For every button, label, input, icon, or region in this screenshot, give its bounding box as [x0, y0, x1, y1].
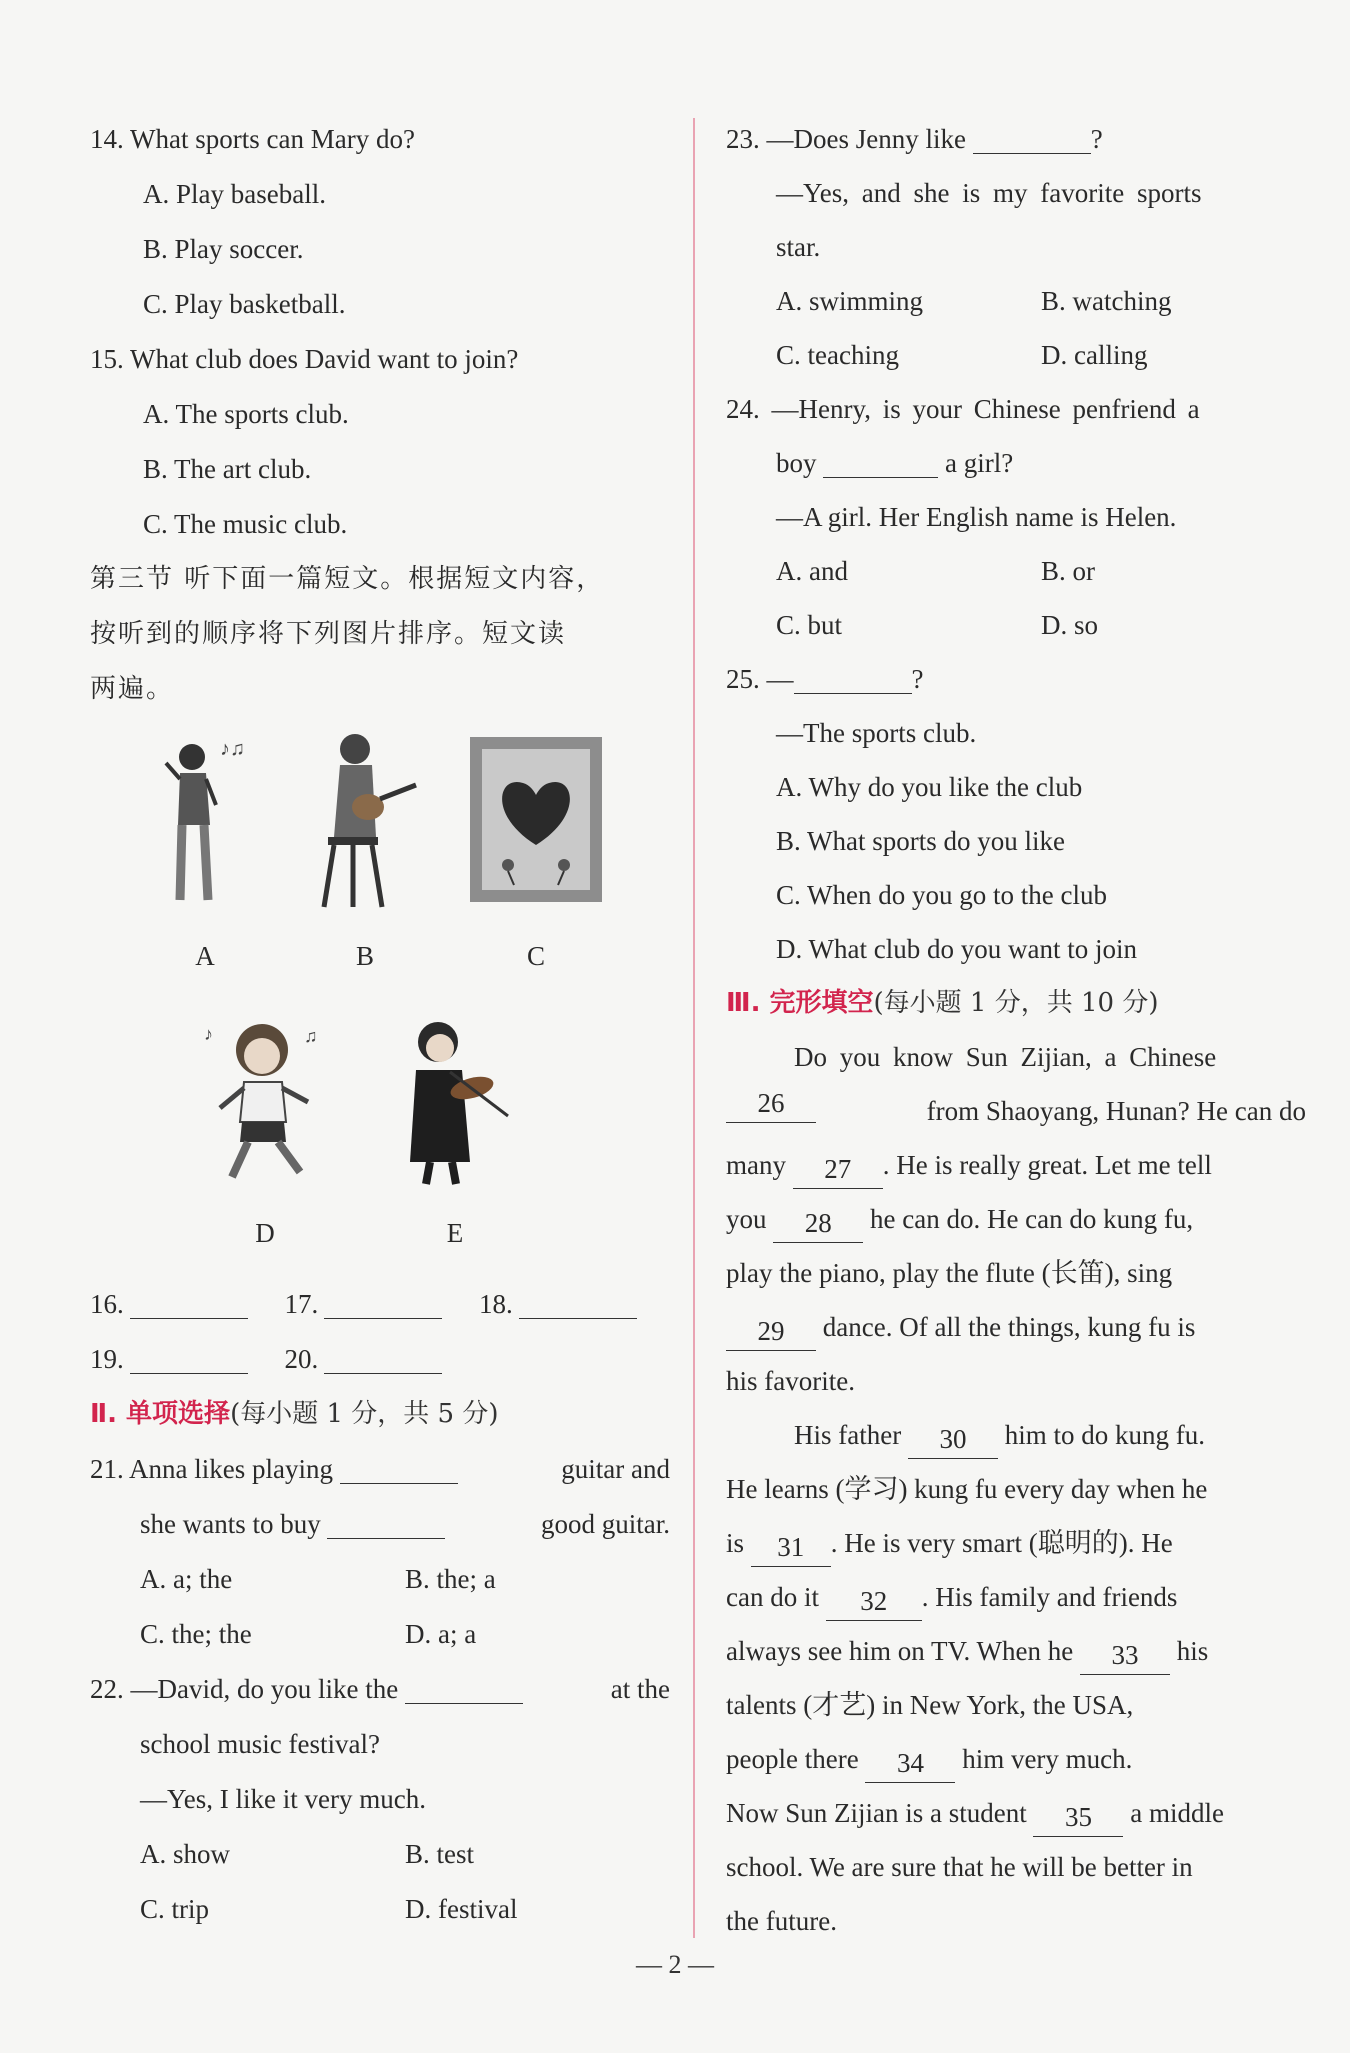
- cloze-line-15-a: Now Sun Zijian is a student: [726, 1798, 1027, 1828]
- q23-blank[interactable]: [973, 121, 1091, 154]
- q24-line3: —A girl. Her English name is Helen.: [776, 502, 1177, 532]
- cloze-line-5: play the piano, play the flute (长笛), sing: [726, 1258, 1173, 1288]
- q25-line2: —The sports club.: [776, 718, 977, 748]
- cloze-line-2-text: from Shaoyang, Hunan? He can do: [926, 1096, 1306, 1126]
- answer-row-1: [90, 1277, 670, 1332]
- q24-option-a: A. and: [776, 556, 848, 586]
- cloze-line-15-b: a middle: [1130, 1798, 1224, 1828]
- cloze-line-12: [726, 1624, 1306, 1678]
- cloze-line-11-b: . His family and friends: [921, 1582, 1178, 1612]
- q22-line3: —Yes, I like it very much.: [140, 1784, 426, 1814]
- picture-d: [200, 1012, 330, 1261]
- answer-17-label: 17.: [284, 1289, 319, 1319]
- q24-blank[interactable]: [823, 445, 938, 478]
- q23-options-row2: [726, 328, 1306, 382]
- picture-b: [310, 727, 420, 984]
- q14-option-b: B. Play soccer.: [143, 234, 304, 264]
- q24-text-a: boy: [776, 448, 817, 478]
- cloze-line-11: [726, 1570, 1306, 1624]
- cloze-line-13: talents (才艺) in New York, the USA,: [726, 1690, 1134, 1720]
- part3-note: (每小题 1 分，共 10 分): [873, 988, 1159, 1018]
- q25-option-b: B. What sports do you like: [776, 826, 1065, 856]
- cloze-line-10-b: . He is very smart (聪明的). He: [830, 1528, 1173, 1558]
- q21-line2: [90, 1497, 670, 1552]
- q23-line2: —Yes, and she is my favorite sports: [776, 178, 1202, 208]
- q23-option-c: C. teaching: [776, 340, 899, 370]
- q25-text-a: 25. —: [726, 664, 794, 694]
- picture-d-label: D: [255, 1218, 275, 1248]
- q23-option-d: D. calling: [1041, 340, 1148, 370]
- q15-stem: 15. What club does David want to join?: [90, 344, 519, 374]
- q21-option-c: C. the; the: [140, 1619, 252, 1649]
- q25-option-a: A. Why do you like the club: [776, 772, 1083, 802]
- column-divider: [693, 118, 695, 1938]
- q15-option-b: B. The art club.: [143, 454, 312, 484]
- q21-text-d: good guitar.: [541, 1509, 670, 1539]
- picture-group: [90, 717, 670, 1277]
- q23-option-a: A. swimming: [776, 286, 924, 316]
- q22-option-d: D. festival: [405, 1894, 518, 1924]
- guitar-player-icon: [310, 727, 420, 910]
- q25-line1: [726, 652, 1306, 706]
- cloze-blank-34[interactable]: 34: [865, 1744, 955, 1783]
- cloze-line-9: He learns (学习) kung fu every day when he: [726, 1474, 1208, 1504]
- part2-title: Ⅱ. 单项选择: [90, 1399, 231, 1429]
- cloze-line-6-text: dance. Of all the things, kung fu is: [822, 1312, 1196, 1342]
- cloze-line-10: [726, 1516, 1306, 1570]
- q24-option-d: D. so: [1041, 610, 1099, 640]
- part2-note: (每小题 1 分，共 5 分): [230, 1399, 499, 1429]
- dancing-boy-icon: [200, 1012, 330, 1187]
- cloze-line-4-b: he can do. He can do kung fu,: [870, 1204, 1194, 1234]
- picture-e: [390, 1012, 520, 1261]
- q23-text-b: ?: [1090, 124, 1103, 154]
- q21-text-b: guitar and: [561, 1454, 670, 1484]
- q15-option-c: C. The music club.: [143, 509, 348, 539]
- answer-20-label: 20.: [284, 1344, 319, 1374]
- answer-18-label: 18.: [479, 1289, 513, 1319]
- cloze-blank-31[interactable]: 31: [751, 1528, 831, 1567]
- picture-c-label: C: [526, 941, 545, 971]
- q14-option-a: A. Play baseball.: [143, 179, 326, 209]
- svg-text:♫: ♫: [304, 1026, 318, 1046]
- q21-text-a: Anna likes playing: [129, 1454, 333, 1484]
- picture-c: [468, 735, 604, 984]
- q22-line1: [90, 1662, 670, 1717]
- cloze-line-10-a: is: [726, 1528, 745, 1558]
- answer-16-blank[interactable]: [130, 1286, 248, 1319]
- cloze-line-8: [726, 1408, 1306, 1462]
- left-column: [90, 112, 670, 1937]
- answer-row-2: [90, 1332, 670, 1387]
- svg-text:♪♫: ♪♫: [220, 738, 245, 760]
- q22-text-b: at the: [610, 1674, 670, 1704]
- q22-line2: school music festival?: [140, 1729, 380, 1759]
- cloze-line-11-a: can do it: [726, 1582, 819, 1612]
- q25-option-c: C. When do you go to the club: [776, 880, 1107, 910]
- cloze-line-14-a: people there: [726, 1744, 859, 1774]
- q24-line2: [726, 436, 1306, 490]
- q24-text-b: a girl?: [945, 448, 1014, 478]
- right-column: [726, 112, 1306, 1948]
- section3-line3: 两遍。: [90, 674, 175, 704]
- cloze-line-2: [726, 1084, 1306, 1138]
- cloze-blank-27[interactable]: 27: [793, 1150, 883, 1189]
- cloze-line-4: [726, 1192, 1306, 1246]
- answer-20-blank[interactable]: [324, 1341, 442, 1374]
- cloze-line-3-b: . He is really great. Let me tell: [882, 1150, 1212, 1180]
- q21-options-row2: [90, 1607, 670, 1662]
- picture-b-label: B: [355, 941, 374, 971]
- answer-16-label: 16.: [90, 1289, 124, 1319]
- q25-text-b: ?: [911, 664, 924, 694]
- cloze-blank-30[interactable]: 30: [908, 1420, 998, 1459]
- cloze-line-15: [726, 1786, 1306, 1840]
- q22-text-a: —David, do you like the: [130, 1674, 399, 1704]
- q23-text-a: 23. —Does Jenny like: [726, 124, 966, 154]
- cloze-line-6: [726, 1300, 1306, 1354]
- q21-option-d: D. a; a: [405, 1619, 477, 1649]
- q21-option-b: B. the; a: [405, 1564, 496, 1594]
- q25-option-d: D. What club do you want to join: [776, 934, 1137, 964]
- cloze-blank-33[interactable]: 33: [1080, 1636, 1170, 1675]
- q14-stem: 14. What sports can Mary do?: [90, 124, 415, 154]
- page-number: — 2 —: [636, 1950, 714, 1979]
- cloze-line-1: Do you know Sun Zijian, a Chinese: [794, 1042, 1217, 1072]
- section3-line1: 第三节 听下面一篇短文。根据短文内容，: [90, 564, 605, 594]
- section3-line2: 按听到的顺序将下列图片排序。短文读: [90, 619, 567, 649]
- cloze-blank-35[interactable]: 35: [1033, 1798, 1123, 1837]
- cloze-line-8-b: him to do kung fu.: [1004, 1420, 1205, 1450]
- q14-option-c: C. Play basketball.: [143, 289, 346, 319]
- q24-options-row1: [726, 544, 1306, 598]
- q24-options-row2: [726, 598, 1306, 652]
- cloze-line-12-b: his: [1176, 1636, 1209, 1666]
- cloze-blank-28[interactable]: 28: [773, 1204, 863, 1243]
- cloze-line-8-a: His father: [794, 1420, 902, 1450]
- q24-line1: 24. —Henry, is your Chinese penfriend a: [726, 394, 1200, 424]
- q22-option-c: C. trip: [140, 1894, 210, 1924]
- q23-line1: [726, 112, 1306, 166]
- cloze-line-4-a: you: [726, 1204, 767, 1234]
- q15-option-a: A. The sports club.: [143, 399, 349, 429]
- q22-options-row2: [90, 1882, 670, 1937]
- cloze-blank-26[interactable]: 26: [726, 1084, 816, 1123]
- picture-a-label: A: [195, 941, 215, 971]
- q22-option-a: A. show: [140, 1839, 231, 1869]
- heart-drawing-icon: [468, 735, 604, 910]
- q23-options-row1: [726, 274, 1306, 328]
- cloze-line-14-b: him very much.: [962, 1744, 1133, 1774]
- cloze-blank-32[interactable]: 32: [826, 1582, 922, 1621]
- part3-title: Ⅲ. 完形填空: [726, 988, 874, 1018]
- cloze-line-16: school. We are sure that he will be better in: [726, 1852, 1193, 1882]
- q21-options-row1: [90, 1552, 670, 1607]
- q21-num: 21.: [90, 1454, 124, 1484]
- cloze-line-14: [726, 1732, 1306, 1786]
- picture-e-label: E: [446, 1218, 464, 1248]
- part2-heading: [90, 1387, 670, 1442]
- picture-a: [150, 735, 260, 984]
- q24-option-c: C. but: [776, 610, 843, 640]
- q21-blank-1[interactable]: [340, 1451, 458, 1484]
- part3-heading: [726, 976, 1306, 1030]
- violinist-icon: [390, 1012, 520, 1187]
- q23-line3: star.: [776, 232, 821, 262]
- q24-option-b: B. or: [1041, 556, 1095, 586]
- answer-19-blank[interactable]: [130, 1341, 248, 1374]
- svg-text:♪: ♪: [204, 1024, 213, 1044]
- cloze-line-17: the future.: [726, 1906, 837, 1936]
- cloze-line-3: [726, 1138, 1306, 1192]
- q25-blank[interactable]: [794, 661, 912, 694]
- answer-17-blank[interactable]: [324, 1286, 442, 1319]
- singing-girl-icon: [150, 735, 260, 910]
- q21-text-c: she wants to buy: [140, 1509, 321, 1539]
- q21-option-a: A. a; the: [140, 1564, 233, 1594]
- cloze-line-3-a: many: [726, 1150, 786, 1180]
- q21-blank-2[interactable]: [327, 1506, 445, 1539]
- q21-line1: [90, 1442, 670, 1497]
- q22-num: 22.: [90, 1674, 124, 1704]
- cloze-line-12-a: always see him on TV. When he: [726, 1636, 1074, 1666]
- cloze-blank-29[interactable]: 29: [726, 1312, 816, 1351]
- answer-19-label: 19.: [90, 1344, 124, 1374]
- q22-blank[interactable]: [405, 1671, 523, 1704]
- cloze-line-7: his favorite.: [726, 1366, 855, 1396]
- q22-options-row1: [90, 1827, 670, 1882]
- q22-option-b: B. test: [405, 1839, 475, 1869]
- answer-18-blank[interactable]: [519, 1286, 637, 1319]
- q23-option-b: B. watching: [1041, 286, 1172, 316]
